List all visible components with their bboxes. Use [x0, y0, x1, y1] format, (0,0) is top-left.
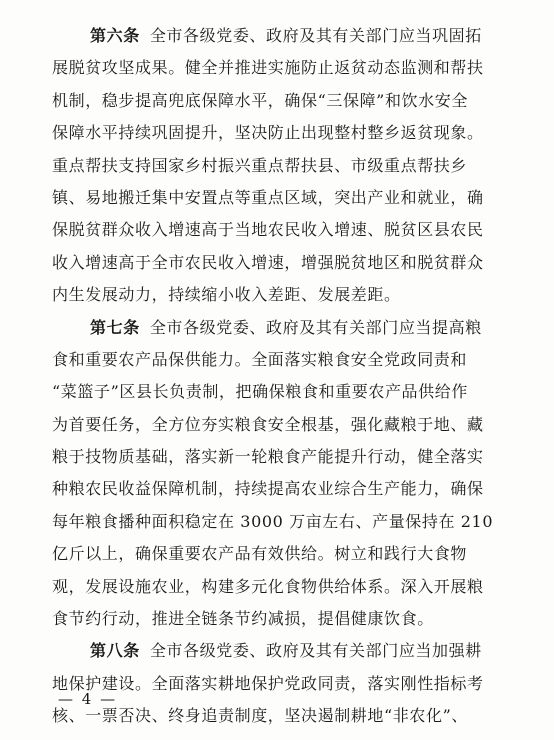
article-7-line-2: 食和重要农产品保供能力。全面落实粮食安全党政同责和 [52, 349, 468, 369]
article-8-line-1 [52, 635, 516, 667]
article-6-line-1 [52, 20, 516, 52]
article-8-heading: 第八条 [90, 641, 140, 661]
article-7-line-4: 为首要任务，全方位夯实粮食安全根基，强化藏粮于地、藏 [52, 414, 484, 434]
article-6-line-8: 收入增速高于全市农民收入增速，增强脱贫地区和脱贫群众 [52, 252, 484, 272]
article-7-line-3: “菜篮子”区县长负责制，把确保粮食和重要农产品供给作 [52, 382, 468, 402]
page-number: — 4 — [58, 690, 118, 708]
article-6-text: 全市各级党委、政府及其有关部门应当巩固拓 [149, 26, 482, 45]
article-7-text: 全市各级党委、政府及其有关部门应当提高粮 [149, 317, 482, 337]
article-7-line-7: 每年粮食播种面积稳定在 3000 万亩左右、产量保持在 210 [52, 511, 494, 531]
article-6-line-5: 重点帮扶支持国家乡村振兴重点帮扶县、市级重点帮扶乡 [52, 155, 468, 175]
article-6-heading: 第六条 [90, 26, 140, 45]
article-7-line-10: 食节约行动，推进全链条节约减损，提倡健康饮食。 [52, 609, 434, 629]
article-7-line-9: 观，发展设施农业，构建多元化食物供给体系。深入开展粮 [52, 576, 484, 596]
article-6-line-7: 保脱贫群众收入增速高于当地农民收入增速、脱贫区县农民 [52, 220, 484, 240]
article-7-line-5: 粮于技物质基础，落实新一轮粮食产能提升行动，健全落实 [52, 447, 484, 467]
article-7-line-6: 种粮农民收益保障机制，持续提高农业综合生产能力，确保 [52, 479, 484, 499]
article-7-heading: 第七条 [90, 317, 140, 337]
article-7-line-8: 亿斤以上，确保重要农产品有效供给。树立和践行大食物 [52, 544, 468, 564]
article-8-line-2: 地保护建设。全面落实耕地保护党政同责，落实刚性指标考 [52, 673, 484, 693]
article-6-line-4: 保障水平持续巩固提升，坚决防止出现整村整乡返贫现象。 [52, 123, 484, 143]
article-6-line-3: 机制，稳步提高兜底保障水平，确保“三保障”和饮水安全 [52, 90, 468, 110]
article-8-text: 全市各级党委、政府及其有关部门应当加强耕 [149, 641, 482, 661]
article-6-line-2: 展脱贫攻坚成果。健全并推进实施防止返贫动态监测和帮扶 [52, 58, 484, 78]
article-6-line-6: 镇、易地搬迁集中安置点等重点区域，突出产业和就业，确 [52, 187, 484, 207]
article-7-line-1 [52, 312, 516, 344]
article-8-line-3: 核、一票否决、终身追责制度，坚决遏制耕地“非农化”、 [52, 706, 468, 726]
page-body [52, 20, 516, 733]
article-6-line-9: 内生发展动力，持续缩小收入差距、发展差距。 [52, 285, 401, 305]
